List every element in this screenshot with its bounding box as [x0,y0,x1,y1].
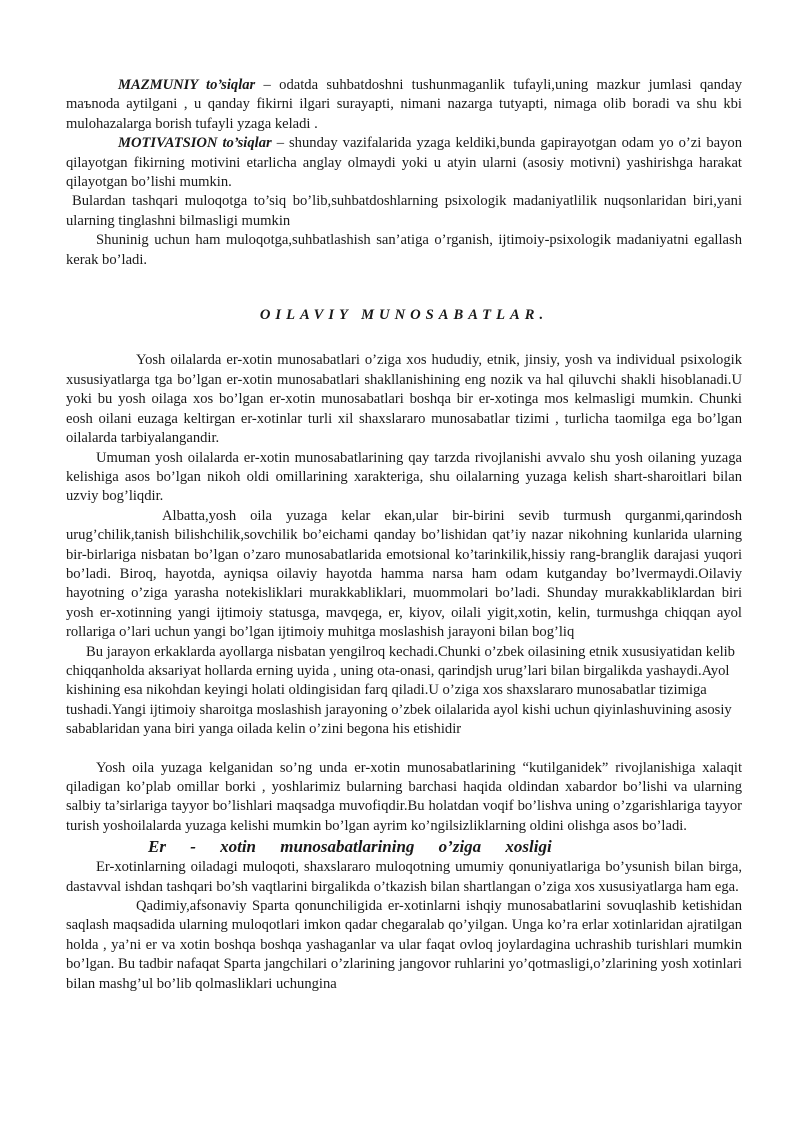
paragraph-factors: Yosh oila yuzaga kelganidan so’ng unda er-xotin munosabatlarining “kutilganidek” rivojlanishiga xalaqit qiladigan ko’plab omillar borki , yoshlarimiz bularning barchasi haqida oldindan xabardor bo’lishi va ularning salbiy ta’sirlariga tayyor bo’lishlari maqsadga muvofiqdir.Bu holatdan voqif bo’lishva uning o’zgarishlariga tayyor turish yoshoilalarda yuzaga kelishi mumkin bo’lgan ayrim ko’ngilsizliklarning oldini olishga asos bo’ladi. [66,759,742,834]
paragraph-motivatsion [66,134,742,192]
paragraph-sparta: Qadimiy,afsonaviy Sparta qonunchiligida er-xotinlarni ishqiy munosabatlarini sovuqlashib ketishidan saqlash maqsadida ularning muloqotlari imkon qadar chegaralab qo’yilgan. Unga ko’ra erlar xotinlaridan ajratilgan holda , ya’ni er va xotin boshqa boshqa yashaganlar va ular faqat ovloq joylardagina uchrashib turishlari mumkin bo’lgan. Bu tadbir nafaqat Sparta jangchilari o’zlarining jangovor ruhlarini yo’qotmasligi,o’zlarining yosh xotinlari bilan mashg’ul bo’lib qolmasliklari uchungina [66,898,742,992]
paragraph-young-families: Yosh oilalarda er-xotin munosabatlari o’ziga xos hududiy, etnik, jinsiy, yosh va individual psixologik xususiyatlarga tga bo’lgan er-xotin munosabatlari shakllanishining eng nozik va hal qiluvchi shakli hisoblanadi.U yoki bu yosh oilaga xos bo’lgan er-xotin munosabatlari boshqa bir er-xotinga mos kelmasligi mumkin. Chunki eosh oilani euzaga keltirgan er-xotinlar turli xil shaxslararo munosabatlar tizimi , turlicha taomilga ega bo’lgan oilalarda tarbiyalangandir. [66,352,742,447]
spacer [66,740,742,759]
term-motivatsion: MOTIVATSION to’siqlar [118,135,272,152]
document-page [66,76,742,994]
section-heading-spouse-relations: Er - xotin munosabatlarining o’ziga xosligi [148,837,552,857]
term-mazmuniy: MAZMUNIY to’siqlar [118,77,256,93]
paragraph-adaptation: Albatta,yosh oila yuzaga kelar ekan,ular bir-birini sevib turmush qurganmi,qarindosh urug’chilik,tanish bilishchilik,sovchilik bo’eichami qanday bo’lishidan qat’iy nazar nikohning kunlarida ularning bir-birlariga nisbatan bo’lgan o’zaro munosabatlarida emotsional ko’tarinkilik,hissiy rang-branglik darajasi yuqori bo’ladi. Biroq, hayotda, ayniqsa oilaviy hayotda hamma narsa ham odam kutganday bo’lvermaydi.Oilaviy hayotning o’ziga yarasha notekisliklari murakkabliklari, muommolari bo’ladi. Shunday murakkabliklardan biri yosh er-xotinning yangi ijtimoiy statusga, mavqega, er, kiyov, oilali yigit,xotin, kelin, turmushga chiqqan ayol rollariga o’lari uchun yangi bo’lgan ijtimoiy muhitga moslashish jarayoni bilan bog’liq [66,507,742,641]
paragraph-communication: Er-xotinlarning oiladagi muloqoti, shaxslararo muloqotning umumiy qonuniyatlariga bo’ysunish bilan birga, dastavval ishdan tashqari bo’sh vaqtlarini birgalikda o’tkazish bilan shartlangan o’ziga xos xususiyatlarga ham ega. [66,859,742,895]
paragraph-text: – odatda suhbatdoshni tushunmaganlik tufayli,uning mazkur jumlasi qanday maъnoda aytilgani , u qanday fikirni ilgari surayapti, nimani nazarga tutyapti, nimaga olib boradi va shu kbi mulohazalarga borish tufayli yzaga keladi . [66,77,742,132]
paragraph-text: – shunday vazifalarida yzaga keldiki,bunda gapirayotgan odam yo o’zi bayon qilayotgan fikirning motivini etarlicha anglay olmaydi yoki u atyin ularni (asosiy motivni) yashirishga harakat qilayotgan bo’lishi mumkin. [66,135,742,191]
section-heading-family-relations: OILAVIY MUNOSABATLAR. [259,307,549,324]
paragraph-development: Umuman yosh oilalarda er-xotin munosabatlarining qay tarzda rivojlanishi avvalo shu yosh oilaning yuzaga kelishiga asos bo’lgan nikoh oldi omillarining xarakteriga, shu oilalarning yuzaga kelish shart-sharoitlari bilan uzviy bog’liqdir. [66,449,742,505]
paragraph-barriers: Bulardan tashqari muloqotga to’siq bo’lib,suhbatdoshlarning psixologik madaniyatlilik nuqsonlaridan biri,yani ularning tinglashni bilmasligi mumkin [66,193,742,229]
paragraph-culture: Shuninig uchun ham muloqotga,suhbatlashish san’atiga o’rganish, ijtimoiy-psixologik madaniyatni egallash kerak bo’ladi. [66,232,742,268]
paragraph-process: Bu jarayon erkaklarda ayollarga nisbatan yengilroq kechadi.Chunki o’zbek oilasining etnik xususiyatidan kelib chiqqanholda aksariyat hollarda erning uyida , uning ota-onasi, qarindjsh urug’lari bilan birgalikda yashaydi.Ayol kishining esa nikohdan keyingi holati oldingisidan farq qiladi.U o’ziga xos shaxslararo munosabatlar tizimiga tushadi.Yangi ijtimoiy sharoitga moslashish jarayoning o’zbek oilalarida ayol kishi uchun qiyinlashuvining asosiy sabablaridan yana biri yanga oilada kelin o’zini begona his etishidir [66,643,735,738]
paragraph-mazmuniy [66,76,742,134]
